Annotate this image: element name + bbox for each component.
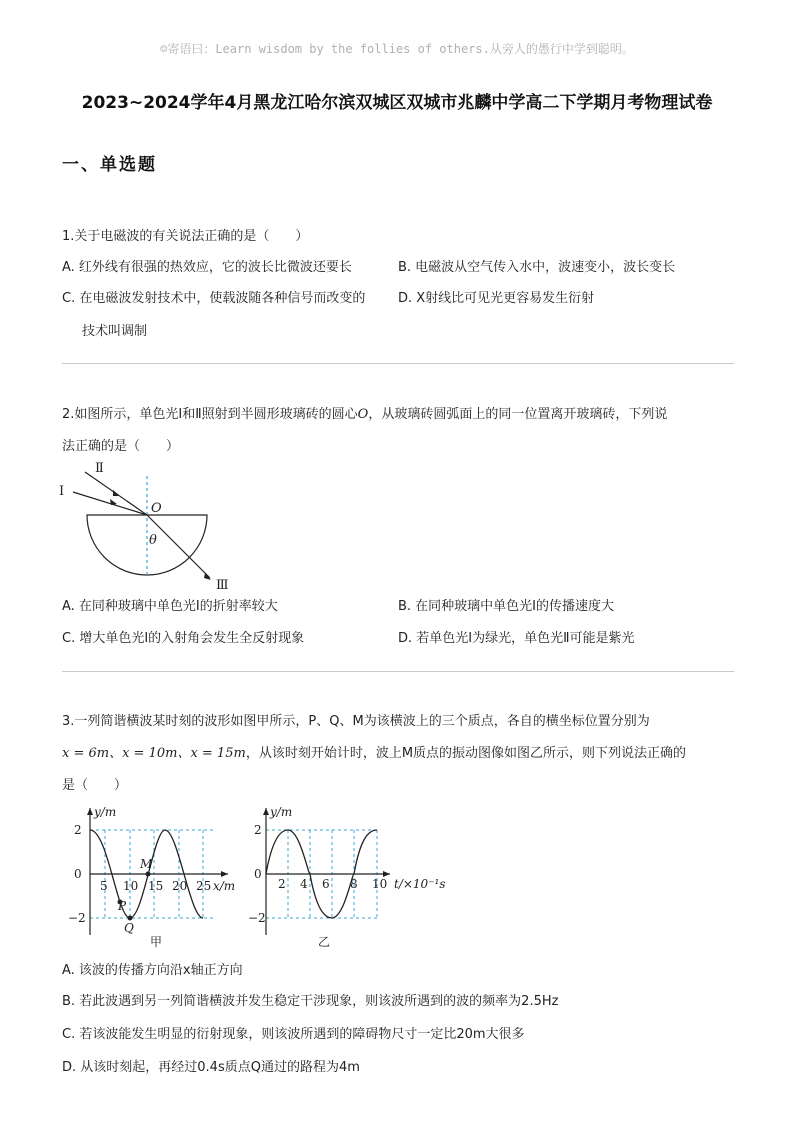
x-tick: 10 <box>123 879 139 893</box>
t-tick: 6 <box>322 877 330 891</box>
q1-option-a: A. 红外线有很强的热效应，它的波长比微波还要长 <box>62 260 352 275</box>
label-I: Ⅰ <box>59 484 65 499</box>
y-axis-label: y/m <box>270 805 293 819</box>
q3-figure-b <box>250 800 470 950</box>
x-tick: 25 <box>196 879 212 893</box>
q1-option-c: C. 在电磁波发射技术中，使载波随各种信号而改变的 <box>62 291 366 306</box>
q3-option-a: A. 该波的传播方向沿x轴正方向 <box>62 963 243 978</box>
q2-stem-cont: 法正确的是（ ） <box>62 439 180 454</box>
q1-option-d: D. X射线比可见光更容易发生衍射 <box>398 291 595 306</box>
label-p: P <box>118 899 127 913</box>
label-m: M <box>140 857 153 871</box>
divider <box>62 671 734 672</box>
label-O: O <box>151 501 162 516</box>
caption: 甲 <box>150 935 163 949</box>
q3-option-b: B. 若此波遇到另一列简谐横波并发生稳定干涉现象，则该波所遇到的波的频率为2.5Hz <box>62 994 559 1009</box>
t-tick: 10 <box>372 877 388 891</box>
y-tick: 0 <box>74 867 82 881</box>
point-q <box>128 916 133 921</box>
q3-option-c: C. 若该波能发生明显的衍射现象，则该波所遇到的障碍物尺寸一定比20m大很多 <box>62 1027 525 1042</box>
y-tick: 2 <box>74 823 82 837</box>
label-III: Ⅲ <box>216 578 229 593</box>
page-title: 2023~2024学年4月黑龙江哈尔滨双城区双城市兆麟中学高二下学期月考物理试卷 <box>81 93 713 113</box>
x-tick: 5 <box>100 879 108 893</box>
q2-option-d: D. 若单色光Ⅰ为绿光，单色光Ⅱ可能是紫光 <box>398 631 635 646</box>
motto: ☺寄语曰：Learn wisdom by the follies of others.从旁人的愚行中学到聪明。 <box>160 42 634 56</box>
y-tick: 2 <box>254 823 262 837</box>
q3-stem: 3.一列简谐横波某时刻的波形如图甲所示，P、Q、M为该横波上的三个质点，各自的横坐标位置分别为 <box>62 714 650 729</box>
t-axis-label: t/×10⁻¹s <box>394 877 446 891</box>
t-tick: 2 <box>278 877 286 891</box>
divider <box>62 363 734 364</box>
q2-figure <box>55 458 245 593</box>
q3-figure-a <box>68 800 248 950</box>
x-tick: 15 <box>148 879 164 893</box>
q2-option-b: B. 在同种玻璃中单色光Ⅰ的传播速度大 <box>398 599 615 614</box>
q3-stem-cont: x = 6m、x = 10m、x = 15m，从该时刻开始计时，波上M质点的振动图像如图乙所示，则下列说法正确的 <box>62 746 687 761</box>
y-tick: 0 <box>254 867 262 881</box>
t-tick: 8 <box>350 877 358 891</box>
y-tick: −2 <box>68 911 86 925</box>
ray-one <box>73 492 147 515</box>
y-axis-label: y/m <box>94 805 117 819</box>
q1-option-c-cont: 技术叫调制 <box>82 324 148 339</box>
section-heading: 一、单选题 <box>62 155 157 175</box>
x-tick: 20 <box>172 879 188 893</box>
label-II: Ⅱ <box>95 461 104 476</box>
y-tick: −2 <box>248 911 266 925</box>
x-axis-label: x/m <box>213 879 236 893</box>
q3-option-d: D. 从该时刻起，再经过0.4s质点Q通过的路程为4m <box>62 1060 360 1075</box>
t-tick: 4 <box>300 877 308 891</box>
q2-option-a: A. 在同种玻璃中单色光Ⅰ的折射率较大 <box>62 599 278 614</box>
label-theta: θ <box>149 533 157 548</box>
q1-stem: 1.关于电磁波的有关说法正确的是（ ） <box>62 229 309 244</box>
q2-option-c: C. 增大单色光Ⅰ的入射角会发生全反射现象 <box>62 631 305 646</box>
q3-stem-end: 是（ ） <box>62 778 128 793</box>
q1-option-b: B. 电磁波从空气传入水中，波速变小，波长变长 <box>398 260 676 275</box>
point-m <box>146 872 151 877</box>
caption: 乙 <box>318 935 331 949</box>
label-q: Q <box>124 921 134 935</box>
q2-stem: 2.如图所示，单色光Ⅰ和Ⅱ照射到半圆形玻璃砖的圆心O，从玻璃砖圆弧面上的同一位置离开玻璃砖，下列说 <box>62 407 668 422</box>
